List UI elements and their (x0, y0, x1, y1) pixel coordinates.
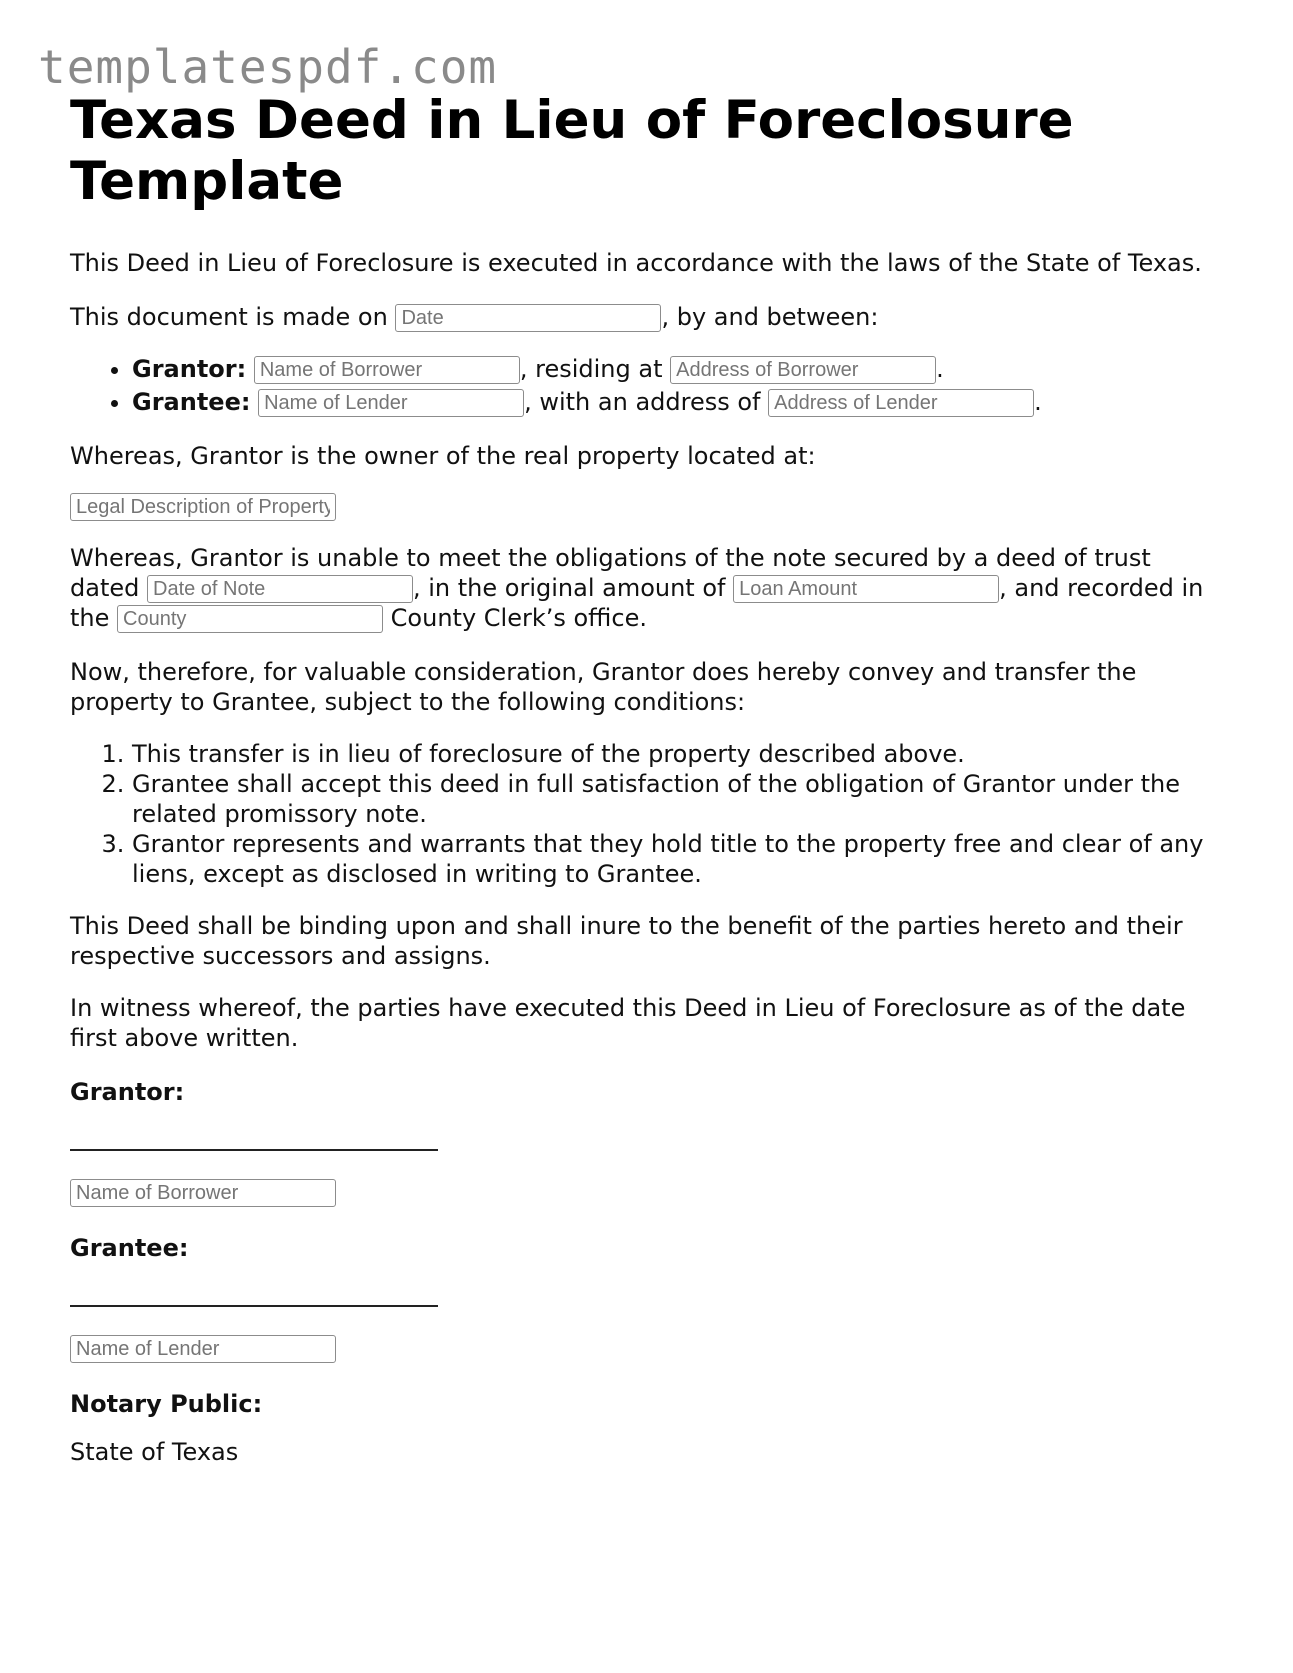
grantor-item (132, 354, 1220, 384)
condition-item: 1. This transfer is in lieu of foreclosure of the property described above. (132, 739, 1220, 769)
intro-paragraph: This Deed in Lieu of Foreclosure is executed in accordance with the laws of the State of Texas. (70, 249, 1202, 277)
grantor-address-input[interactable] (670, 356, 936, 384)
county-input[interactable] (117, 605, 383, 633)
condition-item: 2. Grantee shall accept this deed in full satisfaction of the obligation of Grantor under the related promissory note. (132, 769, 1220, 829)
grantor-signature-line[interactable] (70, 1149, 438, 1151)
conditions-list (70, 739, 1220, 889)
grantor-label: Grantor: (132, 355, 247, 383)
witness-paragraph: In witness whereof, the parties have executed this Deed in Lieu of Foreclosure as of the date first above written. (70, 994, 1186, 1052)
loan-amount-input[interactable] (733, 575, 999, 603)
grantee-item (132, 387, 1220, 417)
binding-paragraph: This Deed shall be binding upon and shall inure to the benefit of the parties hereto and their respective successors and assigns. (70, 912, 1183, 970)
condition-item: 3. Grantor represents and warrants that they hold title to the property free and clear of any liens, except as disclosed in writing to Grantee. (132, 829, 1220, 889)
grantee-signature-heading: Grantee: (70, 1234, 189, 1262)
grantee-signature-line[interactable] (70, 1305, 438, 1307)
made-on-prefix: This document is made on (70, 303, 388, 331)
date-of-note-input[interactable] (147, 575, 413, 603)
grantor-signature-name-input[interactable] (70, 1179, 336, 1207)
grantor-name-input[interactable] (254, 356, 520, 384)
recorded-text: , and recorded in the (70, 574, 1204, 632)
with-address-text: , with an address of (524, 388, 761, 416)
watermark: templatespdf.com (38, 40, 498, 94)
document-body (70, 90, 1220, 1467)
whereas-note-text: Whereas, Grantor is unable to meet the obligations of the note secured by a deed of trust dated (70, 544, 1151, 602)
grantee-name-input[interactable] (258, 389, 524, 417)
date-input[interactable] (395, 304, 661, 332)
grantee-label: Grantee: (132, 388, 251, 416)
period: . (1034, 388, 1042, 416)
legal-description-input[interactable] (70, 493, 336, 521)
made-on-paragraph (70, 302, 1220, 332)
original-amount-text: , in the original amount of (413, 574, 726, 602)
period: . (936, 355, 944, 383)
grantee-signature-name-input[interactable] (70, 1335, 336, 1363)
now-therefore-paragraph: Now, therefore, for valuable consideration, Grantor does hereby convey and transfer the property to Grantee, subject to the following conditions: (70, 658, 1137, 716)
county-clerk-text: County Clerk’s office. (390, 604, 647, 632)
grantor-signature-heading: Grantor: (70, 1078, 185, 1106)
notary-heading: Notary Public: (70, 1390, 263, 1418)
residing-text: , residing at (519, 355, 663, 383)
whereas-note-paragraph (70, 543, 1220, 633)
grantee-address-input[interactable] (768, 389, 1034, 417)
whereas-property-paragraph: Whereas, Grantor is the owner of the real property located at: (70, 442, 816, 470)
made-on-suffix: , by and between: (661, 303, 879, 331)
notary-state: State of Texas (70, 1438, 239, 1466)
page-title: Texas Deed in Lieu of Foreclosure Template (70, 90, 1074, 212)
parties-list (70, 354, 1220, 417)
